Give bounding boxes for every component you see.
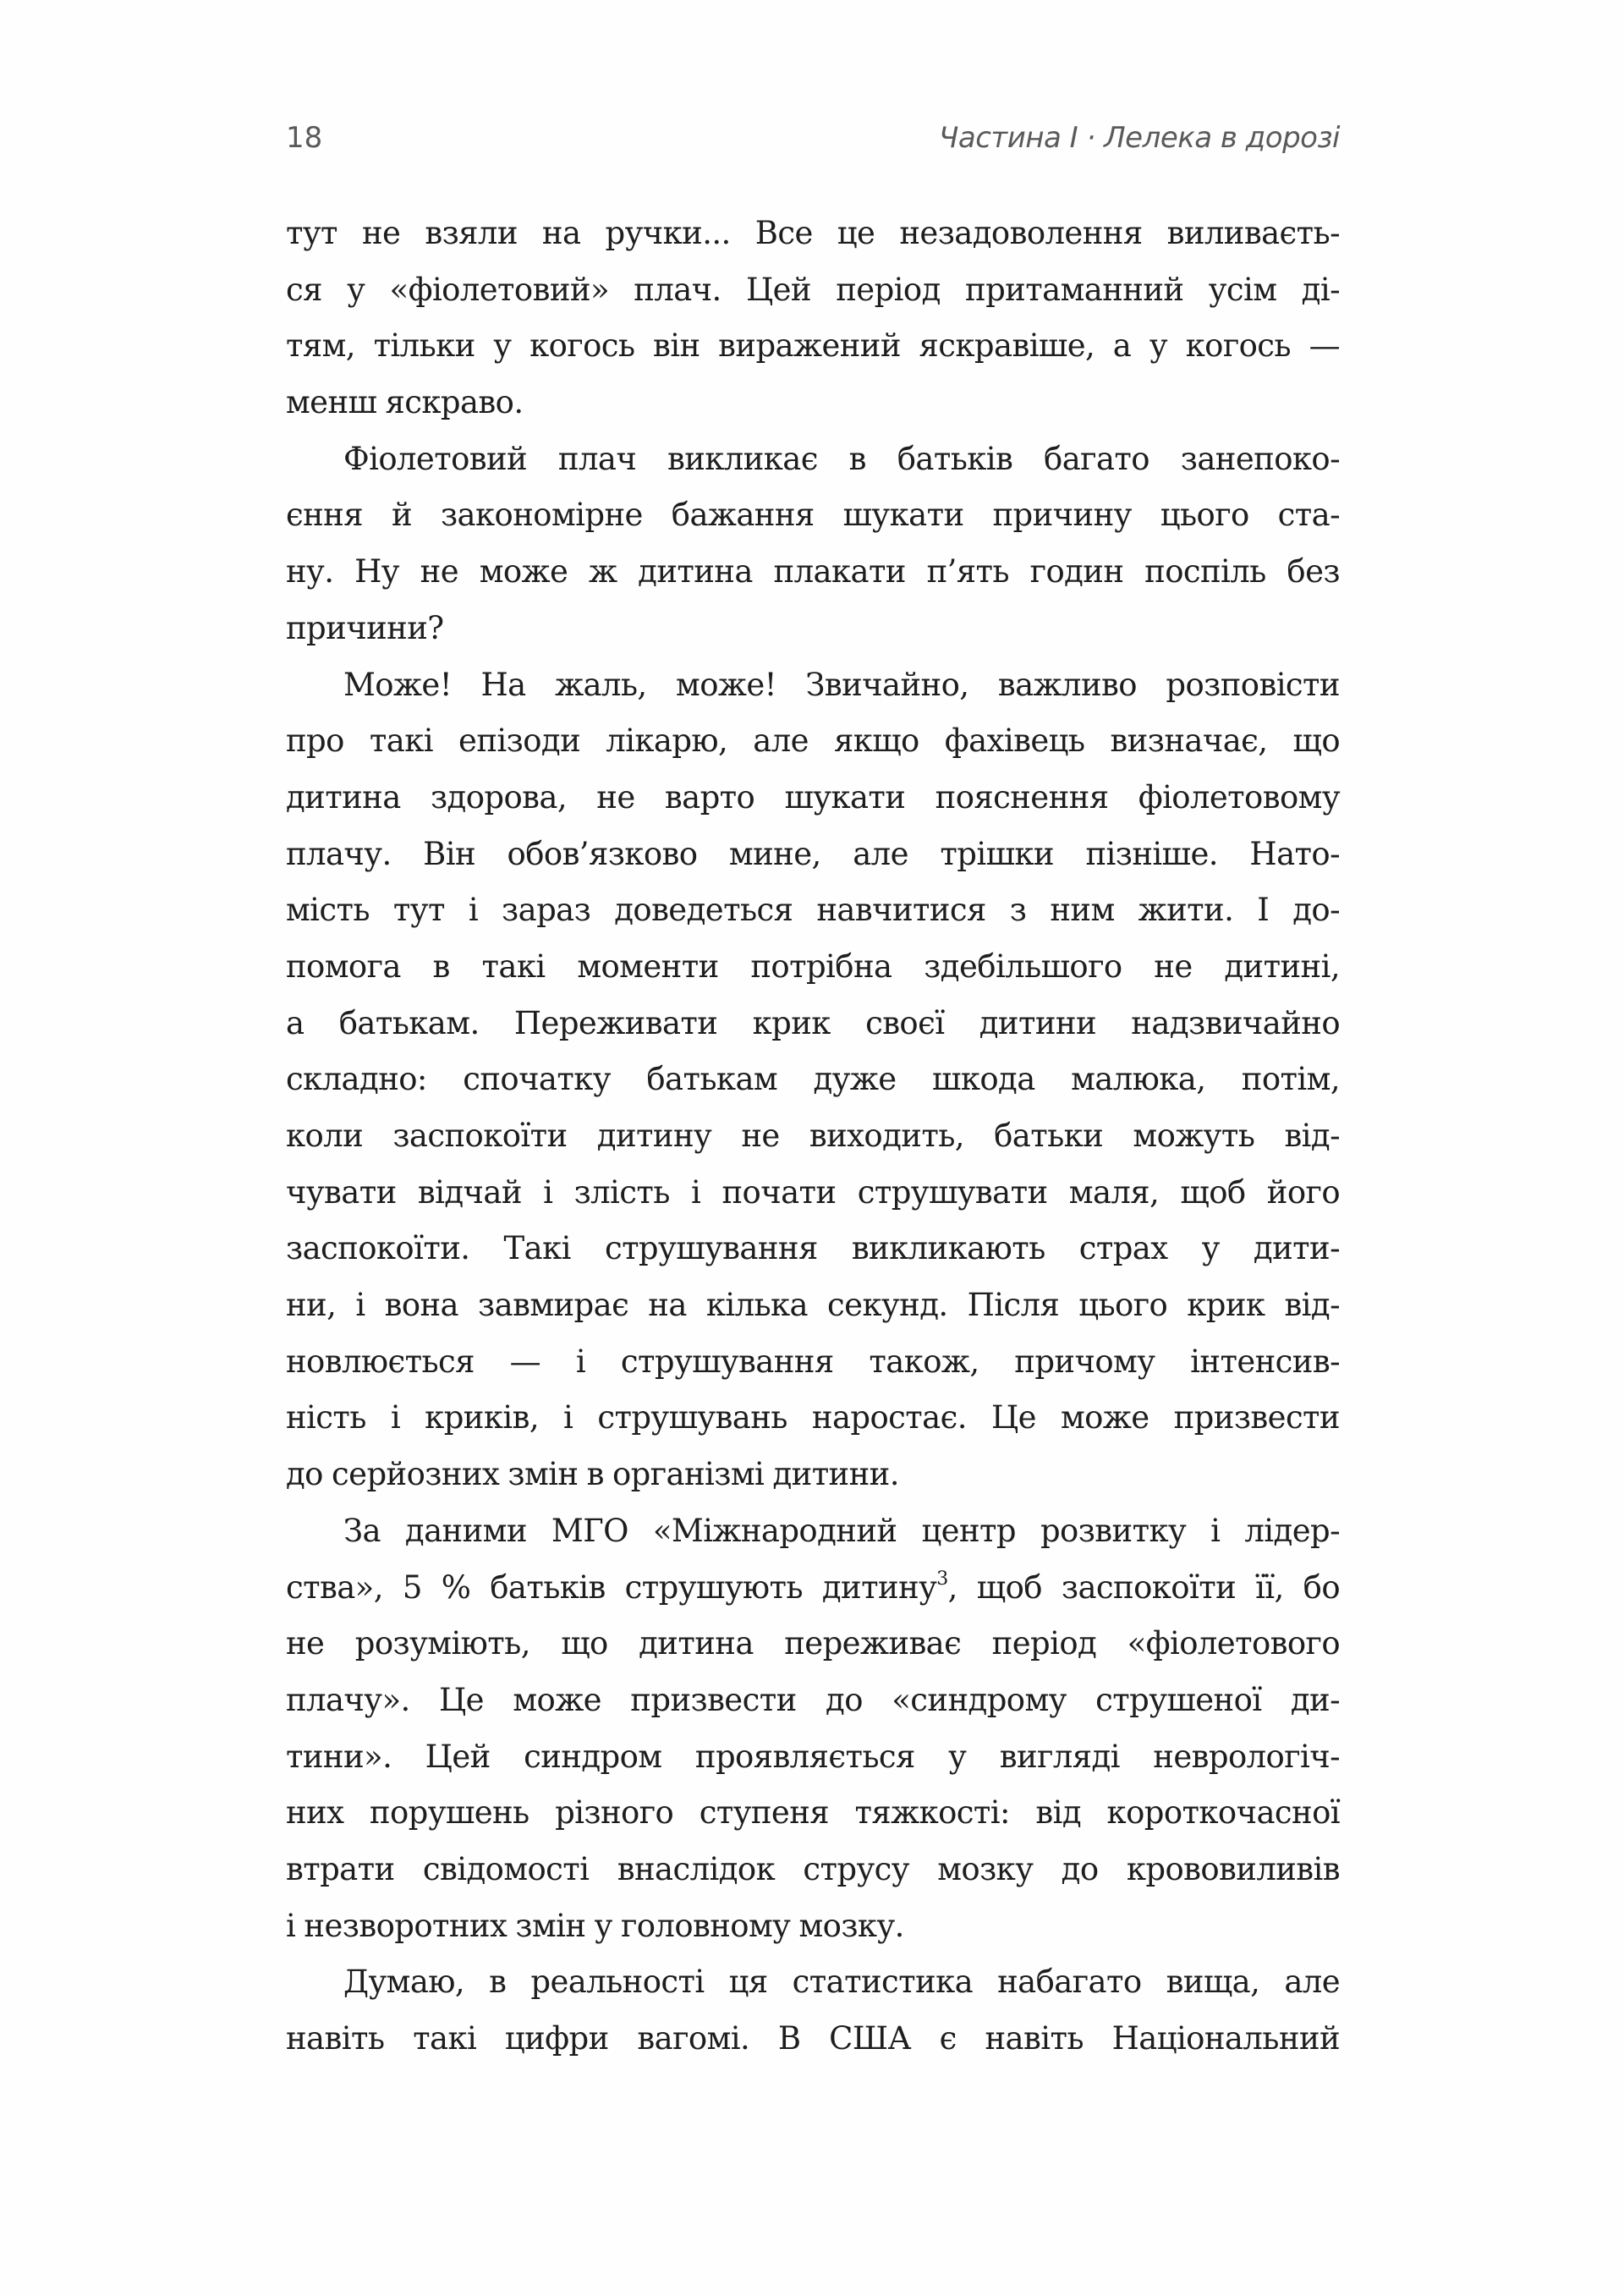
text-line: ся у «фіолетовий» плач. Цей період притаманний усім ді-: [286, 271, 1340, 308]
paragraph: [286, 206, 1340, 431]
text-segment: , щоб заспокоїти її, бо: [947, 1568, 1340, 1606]
body-text: [286, 206, 1340, 2068]
chapter-title: Частина I · Лелека в дорозі: [939, 121, 1340, 155]
paragraph: [286, 431, 1340, 657]
text-line: дитина здорова, не варто шукати пояснення фіолетовому: [286, 778, 1340, 816]
text-line: Може! На жаль, може! Звичайно, важливо розповісти: [343, 666, 1340, 703]
text-line: новлюється — і струшування також, причому інтенсив-: [286, 1343, 1340, 1380]
text-line: єння й закономірне бажання шукати причину цього ста-: [286, 497, 1340, 534]
text-line: мість тут і зараз доведеться навчитися з ним жити. І до-: [286, 892, 1340, 929]
text-line: тям, тільки у когось він виражений яскравіше, а у когось —: [286, 327, 1340, 365]
text-line: помога в такі моменти потрібна здебільшого не дитині,: [286, 948, 1340, 985]
running-head: [286, 117, 1340, 159]
paragraph: [286, 657, 1340, 1503]
text-line: Фіолетовий плач викликає в батьків багато занепоко-: [343, 440, 1340, 477]
paragraph: [286, 1954, 1340, 2067]
text-line: а батькам. Переживати крик своєї дитини надзвичайно: [286, 1004, 1340, 1041]
text-line: ну. Ну не може ж дитина плакати п’ять годин поспіль без: [286, 553, 1340, 590]
text-line: плачу. Він обов’язково мине, але трішки пізніше. Нато-: [286, 835, 1340, 872]
text-line: про такі епізоди лікарю, але якщо фахівець визначає, що: [286, 722, 1340, 760]
text-segment: ства», 5 % батьків струшують дитину: [286, 1568, 937, 1606]
text-line: втрати свідомості внаслідок струсу мозку до крововиливів: [286, 1850, 1340, 1887]
footnote-marker[interactable]: 3: [936, 1568, 948, 1590]
page-number: 18: [286, 121, 323, 155]
paragraph: [286, 1503, 1340, 1955]
text-line: За даними МГО «Міжнародний центр розвитку і лідер-: [343, 1512, 1340, 1549]
text-line: плачу». Це може призвести до «синдрому струшеної ди-: [286, 1681, 1340, 1718]
text-line: і незворотних змін у головному мозку.: [286, 1907, 904, 1944]
text-line: не розуміють, що дитина переживає період «фіолетового: [286, 1625, 1340, 1662]
text-line: до серйозних змін в організмі дитини.: [286, 1456, 899, 1493]
text-line: них порушень різного ступеня тяжкості: від короткочасної: [286, 1794, 1340, 1832]
text-line: заспокоїти. Такі струшування викликають страх у дити-: [286, 1230, 1340, 1267]
text-line: чувати відчай і злість і почати струшувати маля, щоб його: [286, 1173, 1340, 1211]
text-line: навіть такі цифри вагомі. В США є навіть Національний: [286, 2020, 1340, 2057]
text-line: складно: спочатку батькам дуже шкода малюка, потім,: [286, 1061, 1340, 1098]
text-line: тут не взяли на ручки... Все це незадоволення виливаєть-: [286, 215, 1340, 251]
text-line: Думаю, в реальності ця статистика набагато вища, але: [343, 1964, 1340, 2001]
text-line: менш яскраво.: [286, 384, 524, 421]
text-line: причини?: [286, 609, 444, 646]
text-line: ни, і вона завмирає на кілька секунд. Після цього крик від-: [286, 1287, 1340, 1324]
text-line: тини». Цей синдром проявляється у вигляді неврологіч-: [286, 1738, 1340, 1775]
text-line: ність і криків, і струшувань наростає. Це може призвести: [286, 1399, 1340, 1436]
text-line: коли заспокоїти дитину не виходить, батьки можуть від-: [286, 1118, 1340, 1154]
text-line-with-footnote: [286, 1560, 1340, 1617]
